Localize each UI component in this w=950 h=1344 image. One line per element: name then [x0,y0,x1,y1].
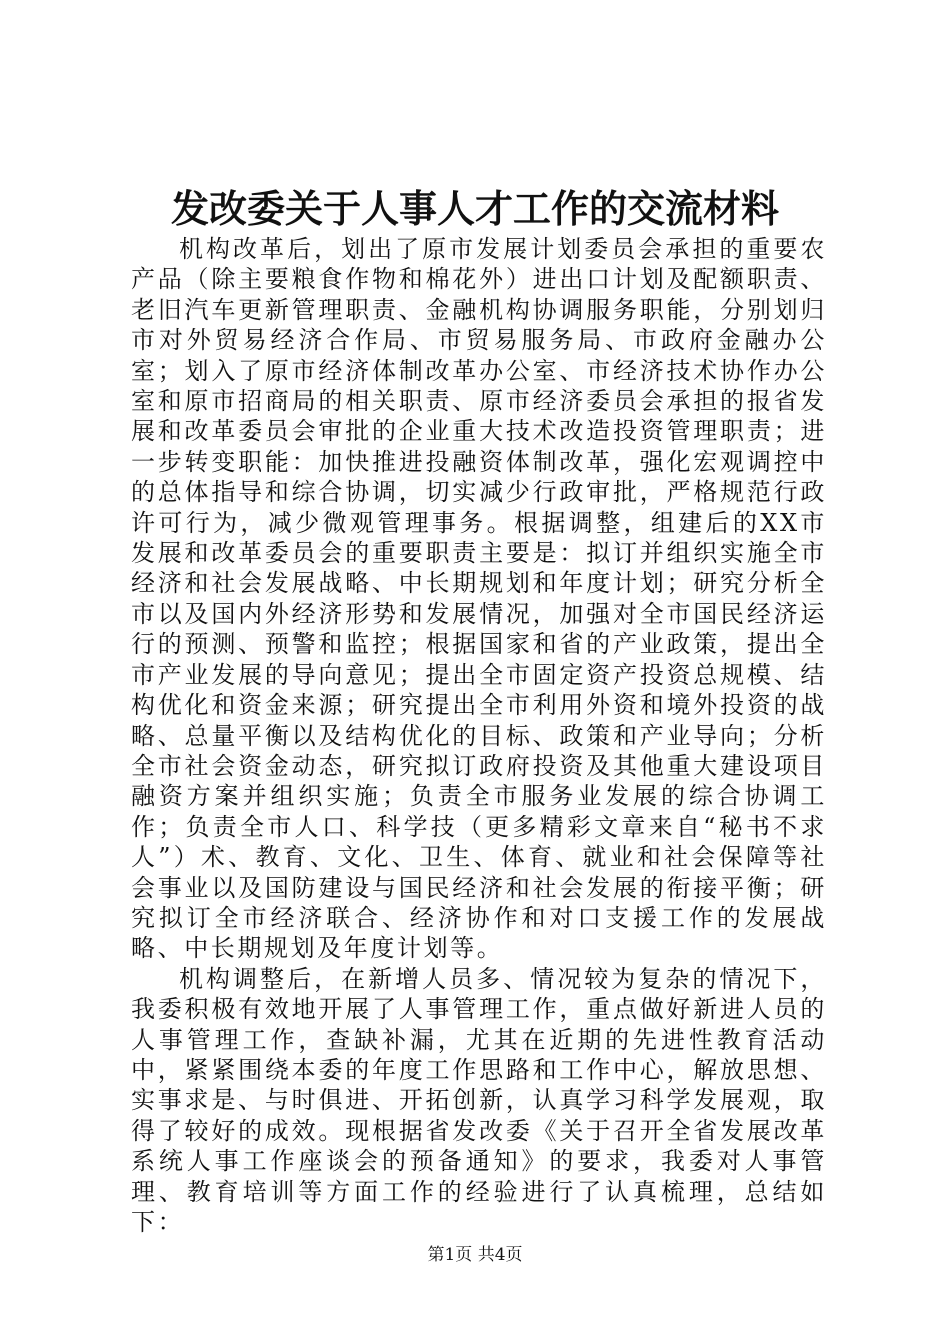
page-number-footer: 第1页 共4页 [427,1245,523,1265]
document-title: 发改委关于人事人才工作的交流材料 [170,186,779,231]
document-body [131,234,827,1237]
body-paragraph-2: 机构调整后，在新增人员多、情况较为复杂的情况下，我委积极有效地开展了人事管理工作，重点做好新进人员的人事管理工作，查缺补漏，尤其在近期的先进性教育活动中，紧紧围绕本委的年度工作思路和工作中心，解放思想、实事求是、与时俱进、开拓创新，认真学习科学发展观，取得了较好的成效。现根据省发改委《关于召开全省发展改革系统人事工作座谈会的预备通知》的要求，我委对人事管理、教育培训等方面工作的经验进行了认真梳理，总结如下： [131,964,827,1236]
body-paragraph-1: 机构改革后，划出了原市发展计划委员会承担的重要农产品（除主要粮食作物和棉花外）进出口计划及配额职责、老旧汽车更新管理职责、金融机构协调服务职能，分别划归市对外贸易经济合作局、市贸易服务局、市政府金融办公室；划入了原市经济体制改革办公室、市经济技术协作办公室和原市招商局的相关职责、原市经济委员会承担的报省发展和改革委员会审批的企业重大技术改造投资管理职责；进一步转变职能：加快推进投融资体制改革，强化宏观调控中的总体指导和综合协调，切实减少行政审批，严格规范行政许可行为，减少微观管理事务。根据调整，组建后的XX市发展和改革委员会的重要职责主要是：拟订并组织实施全市经济和社会发展战略、中长期规划和年度计划；研究分析全市以及国内外经济形势和发展情况，加强对全市国民经济运行的预测、预警和监控；根据国家和省的产业政策，提出全市产业发展的导向意见；提出全市固定资产投资总规模、结构优化和资金来源；研究提出全市利用外资和境外投资的战略、总量平衡以及结构优化的目标、政策和产业导向；分析全市社会资金动态，研究拟订政府投资及其他重大建设项目融资方案并组织实施；负责全市服务业发展的综合协调工作；负责全市人口、科学技（更多精彩文章来自“秘书不求人”）术、教育、文化、卫生、体育、就业和社会保障等社会事业以及国防建设与国民经济和社会发展的衔接平衡；研究拟订全市经济联合、经济协作和对口支援工作的发展战略、中长期规划及年度计划等。 [131,235,827,963]
